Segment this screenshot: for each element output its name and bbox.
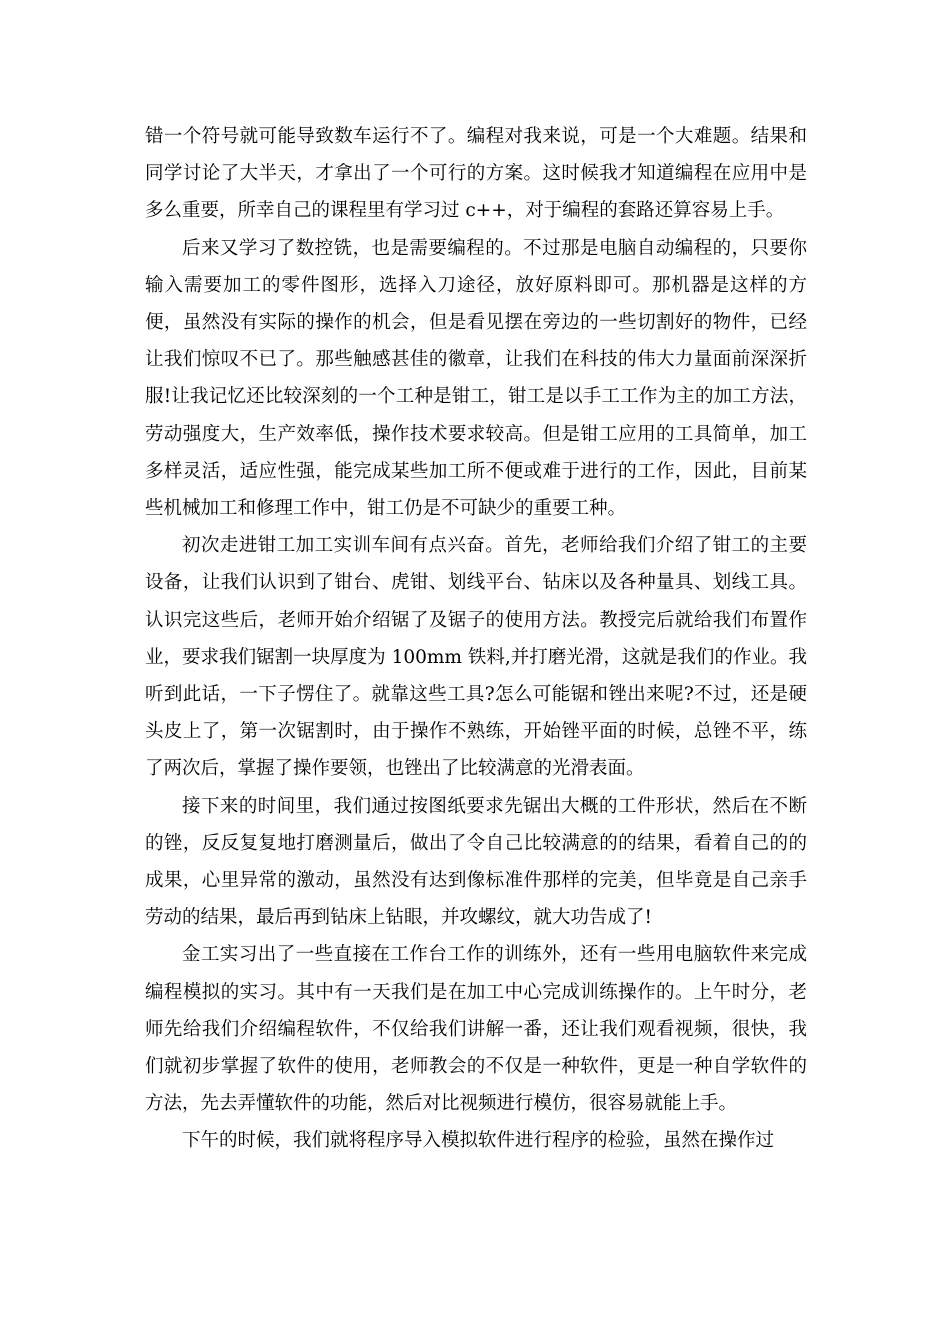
paragraph-6: 下午的时候，我们就将程序导入模拟软件进行程序的检验，虽然在操作过 [182,1130,775,1152]
paragraph-3: 初次走进钳工加工实训车间有点兴奋。首先，老师给我们介绍了钳工的主要设备，让我们认识到了钳台、虎钳、划线平台、钻床以及各种量具、划线工具。认识完这些后，老师开始介绍锯了及锯子的使用方法。教授完后就给我们布置作业，要求我们锯割一块厚度为 100mm 铁料,并打磨光滑，这就是我们的作业。我听到此话，一下子愣住了。就靠这些工具?怎么可能锯和锉出来呢?不过，还是硬头皮上了，第一次锯割时，由于操作不熟练，开始锉平面的时候，总锉不平，练了两次后，掌握了操作要领，也锉出了比较满意的光滑表面。 [145,535,807,780]
paragraph-1: 错一个符号就可能导致数车运行不了。编程对我来说，可是一个大难题。结果和同学讨论了大半天，才拿出了一个可行的方案。这时候我才知道编程在应用中是多么重要，所幸自己的课程里有学习过 c++，对于编程的套路还算容易上手。 [145,126,807,222]
document-page [145,118,807,1160]
paragraph-4: 接下来的时间里，我们通过按图纸要求先锯出大概的工件形状，然后在不断的锉，反反复复地打磨测量后，做出了令自己比较满意的的结果，看着自己的的成果，心里异常的激动，虽然没有达到像标准件那样的完美，但毕竟是自己亲手劳动的结果，最后再到钻床上钻眼，并攻螺纹，就大功告成了! [145,795,807,929]
paragraph-2: 后来又学习了数控铣，也是需要编程的。不过那是电脑自动编程的，只要你输入需要加工的零件图形，选择入刀途径，放好原料即可。那机器是这样的方便，虽然没有实际的操作的机会，但是看见摆在旁边的一些切割好的物件，已经让我们惊叹不已了。那些触感甚佳的徽章，让我们在科技的伟大力量面前深深折服!让我记忆还比较深刻的一个工种是钳工，钳工是以手工工作为主的加工方法，劳动强度大，生产效率低，操作技术要求较高。但是钳工应用的工具简单，加工多样灵活，适应性强，能完成某些加工所不便或难于进行的工作，因此，目前某些机械加工和修理工作中，钳工仍是不可缺少的重要工种。 [145,237,807,520]
paragraph-5: 金工实习出了一些直接在工作台工作的训练外，还有一些用电脑软件来完成编程模拟的实习。其中有一天我们是在加工中心完成训练操作的。上午时分，老师先给我们介绍编程软件，不仅给我们讲解一番，还让我们观看视频，很快，我们就初步掌握了软件的使用，老师教会的不仅是一种软件，更是一种自学软件的方法，先去弄懂软件的功能，然后对比视频进行模仿，很容易就能上手。 [145,944,807,1115]
